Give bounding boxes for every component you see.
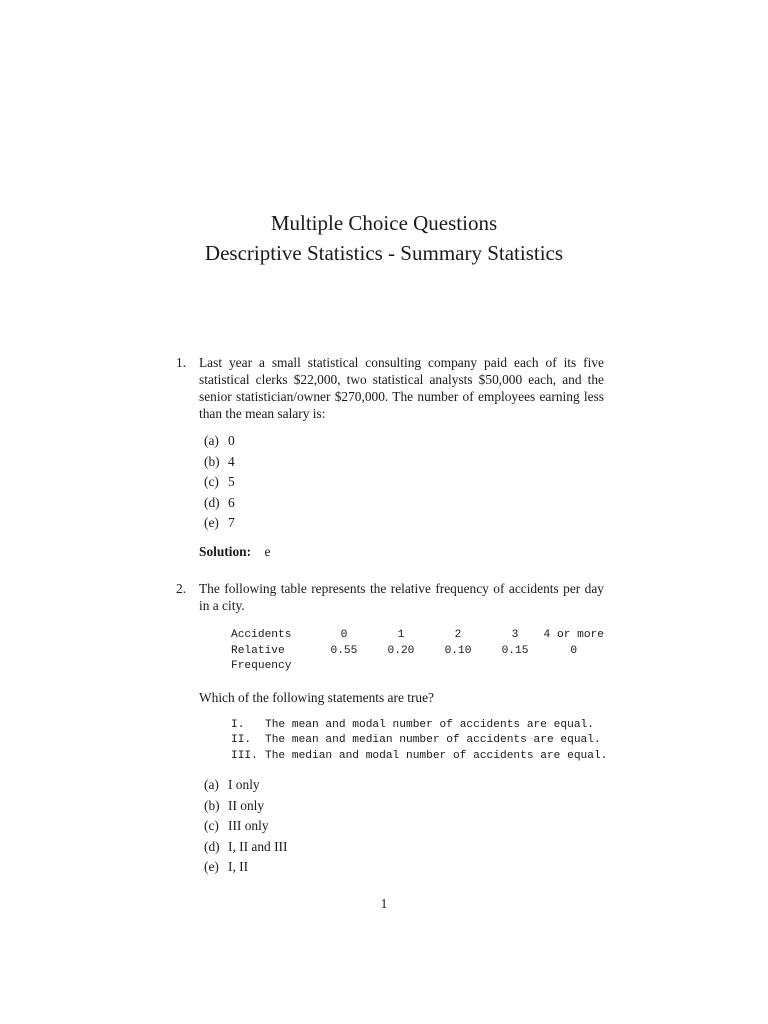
option-letter: (d) bbox=[204, 494, 220, 510]
question-2-option-a bbox=[204, 776, 604, 797]
option-text: I only bbox=[228, 777, 260, 792]
option-letter: (a) bbox=[204, 777, 219, 792]
table-value-cell: 0 bbox=[570, 644, 578, 657]
statement-number: II. bbox=[231, 734, 252, 746]
option-text: I, II and III bbox=[228, 838, 288, 854]
question-2-prompt: Which of the following statements are true? bbox=[199, 689, 434, 705]
question-1-option-b bbox=[204, 453, 604, 474]
table-row bbox=[231, 659, 604, 675]
question-1-option-c bbox=[204, 473, 604, 494]
question-2-option-e bbox=[204, 858, 604, 879]
table-value-cell: 0.15 bbox=[501, 644, 529, 657]
option-letter: (b) bbox=[204, 453, 220, 469]
table-empty-cell bbox=[372, 659, 429, 675]
table-row-label: Accidents bbox=[231, 629, 292, 641]
option-text: III only bbox=[228, 818, 269, 833]
option-letter: (e) bbox=[204, 515, 219, 530]
table-empty-cell bbox=[544, 659, 604, 675]
question-2-option-c bbox=[204, 817, 604, 838]
table-row bbox=[231, 644, 604, 660]
statement-text: The mean and median number of accidents are equal. bbox=[265, 734, 601, 746]
frequency-table bbox=[231, 628, 604, 675]
option-text: II only bbox=[228, 797, 265, 813]
table-value-cell: 0.55 bbox=[330, 644, 358, 657]
table-value-cell: 0.20 bbox=[387, 644, 415, 657]
table-header-cell: 0 bbox=[340, 629, 348, 641]
statement-text: The median and modal number of accidents are equal. bbox=[265, 749, 608, 762]
question-1-option-e bbox=[204, 514, 604, 535]
option-text: 0 bbox=[228, 433, 235, 448]
option-letter: (b) bbox=[204, 797, 220, 813]
page-number: 1 bbox=[380, 896, 388, 911]
table-empty-cell bbox=[315, 659, 372, 675]
option-text: I, II bbox=[228, 859, 249, 874]
question-1-options bbox=[204, 432, 604, 535]
statement-2 bbox=[231, 733, 604, 749]
table-header-cell: 4 or more bbox=[543, 629, 604, 641]
question-1-option-d bbox=[204, 494, 604, 515]
statement-number: I. bbox=[231, 718, 245, 731]
option-letter: (c) bbox=[204, 818, 219, 833]
option-text: 5 bbox=[228, 474, 235, 489]
option-letter: (a) bbox=[204, 433, 219, 448]
question-2-options bbox=[204, 776, 604, 879]
document-title bbox=[0, 208, 768, 268]
option-letter: (d) bbox=[204, 838, 220, 854]
table-row-label: Frequency bbox=[231, 660, 292, 672]
table-header-cell: 2 bbox=[454, 629, 462, 641]
solution-value: e bbox=[264, 543, 271, 559]
question-2-option-b bbox=[204, 797, 604, 818]
table-header-cell: 3 bbox=[511, 629, 519, 641]
question-1 bbox=[176, 354, 604, 560]
table-empty-cell bbox=[487, 659, 544, 675]
table-row bbox=[231, 628, 604, 644]
table-row-label: Relative bbox=[231, 644, 285, 657]
table-header-cell: 1 bbox=[397, 629, 405, 641]
table-empty-cell bbox=[429, 659, 486, 675]
question-2-statements bbox=[231, 718, 608, 765]
question-1-option-a bbox=[204, 432, 604, 453]
question-1-solution bbox=[199, 543, 604, 560]
question-1-text: Last year a small statistical consulting company paid each of its five statistical clerks $22,000, two statistical analysts $50,000 each, and the senior statistician/owner $270,000. The number of employees earning less than the mean salary is: bbox=[199, 355, 604, 421]
option-letter: (c) bbox=[204, 474, 219, 489]
title-line-2: Descriptive Statistics - Summary Statistics bbox=[204, 241, 564, 265]
option-text: 6 bbox=[228, 494, 235, 510]
option-text: 4 bbox=[228, 453, 235, 469]
solution-label: Solution: bbox=[199, 543, 252, 559]
option-text: 7 bbox=[228, 515, 235, 530]
statement-number: III. bbox=[231, 749, 258, 762]
question-2-option-d bbox=[204, 838, 604, 859]
question-2 bbox=[176, 580, 608, 879]
statement-text: The mean and modal number of accidents are equal. bbox=[265, 718, 594, 731]
title-line-1: Multiple Choice Questions bbox=[270, 211, 498, 235]
option-letter: (e) bbox=[204, 859, 219, 874]
question-2-text: The following table represents the relative frequency of accidents per day in a city. bbox=[199, 581, 604, 613]
question-1-number: 1. bbox=[176, 355, 187, 370]
table-value-cell: 0.10 bbox=[444, 644, 472, 657]
statement-3 bbox=[231, 749, 608, 765]
statement-1 bbox=[231, 718, 604, 734]
question-2-number: 2. bbox=[176, 581, 187, 596]
